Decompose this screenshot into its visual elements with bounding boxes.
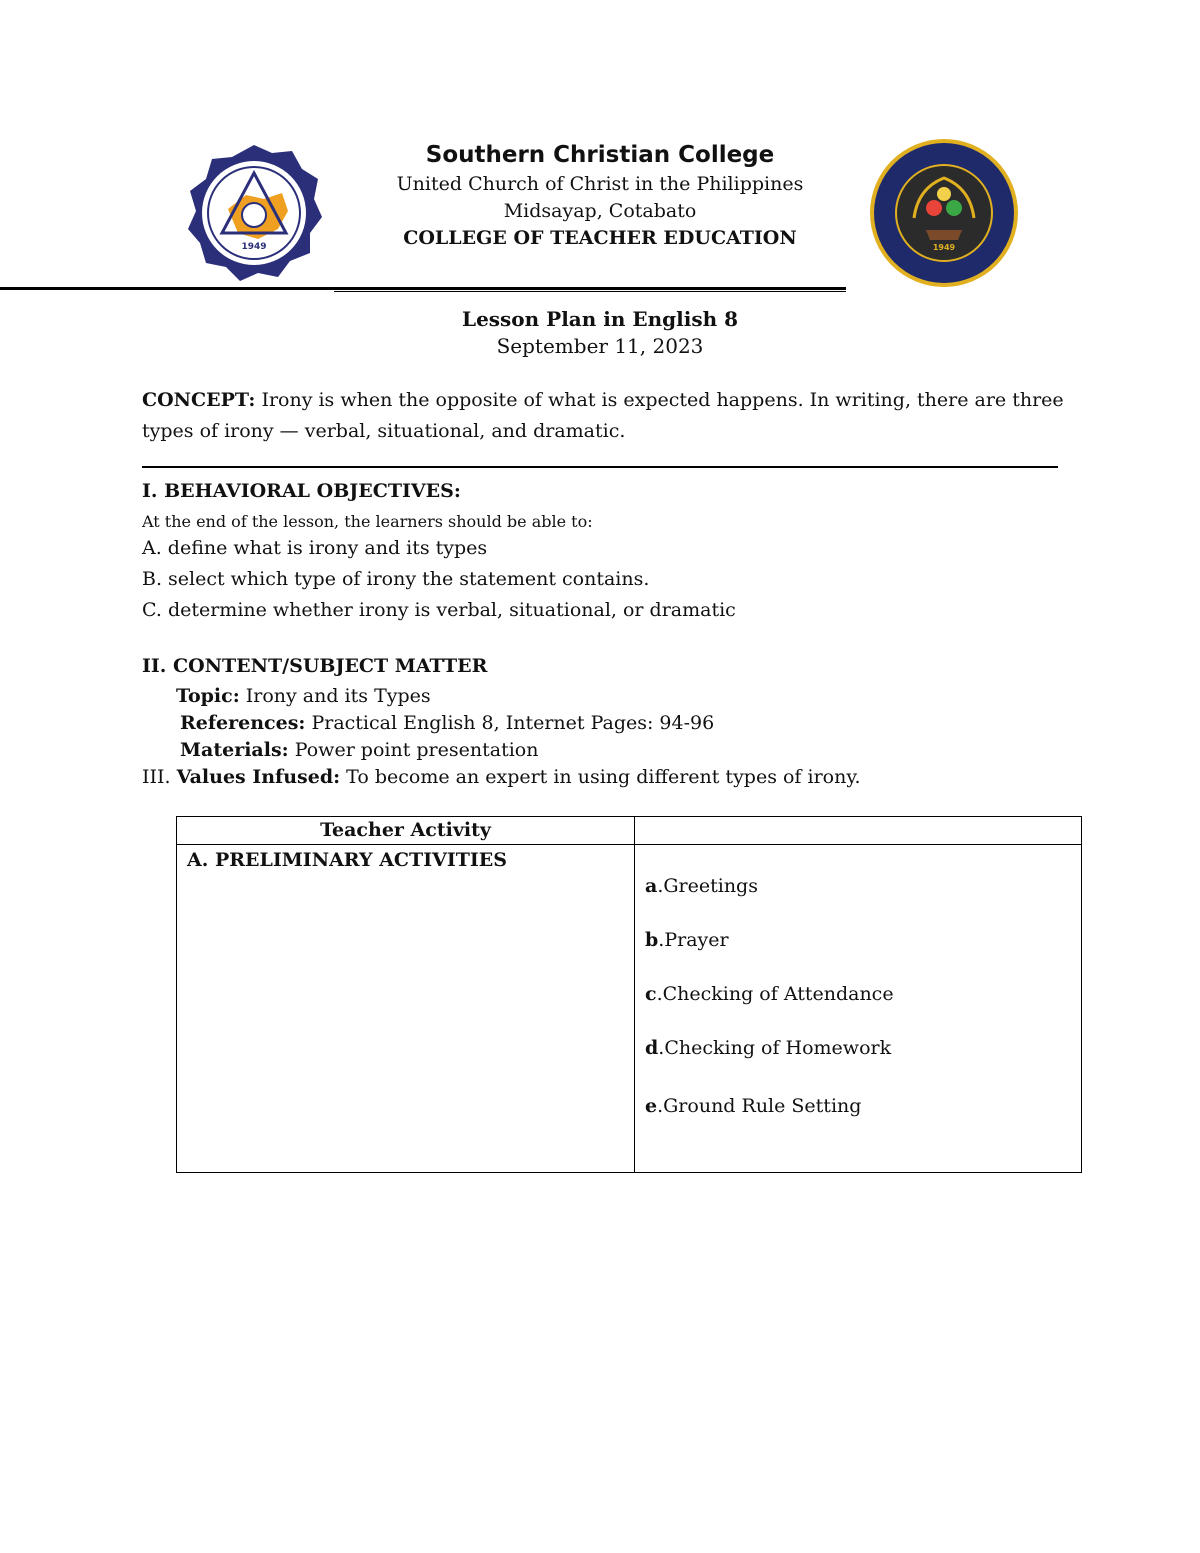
- teacher-activity-header: Teacher Activity: [177, 817, 635, 845]
- values-value: To become an expert in using different types of irony.: [340, 766, 861, 788]
- lesson-date: September 11, 2023: [496, 334, 704, 358]
- references-line: [180, 710, 714, 737]
- college-name: Southern Christian College: [425, 142, 775, 168]
- header-rule-thin: [334, 291, 846, 292]
- location: Midsayap, Cotabato: [503, 200, 697, 222]
- objective-item: A. define what is irony and its types: [142, 537, 488, 559]
- content-heading: II. CONTENT/SUBJECT MATTER: [142, 655, 488, 677]
- section-divider: [142, 466, 1058, 468]
- lesson-title: Lesson Plan in English 8: [462, 307, 738, 331]
- second-column-header: [635, 817, 1082, 845]
- topic-label: Topic:: [176, 685, 240, 707]
- objective-item: C. determine whether irony is verbal, situational, or dramatic: [142, 599, 736, 621]
- affiliation: United Church of Christ in the Philippines: [396, 173, 804, 195]
- topic-line: [176, 683, 431, 710]
- concept-text-1: Irony is when the opposite of what is expected happens. In writing, there are three: [255, 389, 1064, 411]
- concept-label: CONCEPT:: [142, 389, 256, 411]
- preliminary-items-cell: [635, 845, 1082, 1173]
- objective-item: B. select which type of irony the statement contains.: [142, 568, 650, 590]
- materials-line: [180, 737, 538, 764]
- department: COLLEGE OF TEACHER EDUCATION: [403, 227, 797, 249]
- cte-seal-icon: [868, 138, 1020, 288]
- concept-paragraph: [142, 385, 1072, 447]
- table-header-row: [177, 817, 1082, 845]
- svg-text:1949: 1949: [932, 243, 956, 252]
- values-prefix: III.: [142, 766, 177, 788]
- values-line: [142, 764, 861, 791]
- table-row: [177, 845, 1082, 1173]
- materials-label: Materials:: [180, 739, 289, 761]
- references-value: Practical English 8, Internet Pages: 94-96: [305, 712, 715, 734]
- objectives-intro: At the end of the lesson, the learners should be able to:: [142, 512, 593, 531]
- list-item: c.Checking of Attendance: [645, 983, 894, 1005]
- objectives-heading: I. BEHAVIORAL OBJECTIVES:: [142, 480, 461, 502]
- topic-value: Irony and its Types: [239, 685, 431, 707]
- list-item: a.Greetings: [645, 875, 758, 897]
- activity-table: [176, 816, 1082, 1173]
- scc-seal-icon: [184, 143, 324, 283]
- preliminary-activities-cell: A. PRELIMINARY ACTIVITIES: [177, 845, 635, 1173]
- list-item: e.Ground Rule Setting: [645, 1095, 862, 1117]
- list-item: d.Checking of Homework: [645, 1037, 892, 1059]
- materials-value: Power point presentation: [288, 739, 539, 761]
- references-label: References:: [180, 712, 306, 734]
- list-item: b.Prayer: [645, 929, 729, 951]
- concept-text-2: types of irony — verbal, situational, and dramatic.: [142, 420, 626, 442]
- svg-text:1949: 1949: [241, 242, 267, 252]
- header-rule: [0, 287, 846, 290]
- objectives-list: [142, 533, 736, 626]
- values-label: Values Infused:: [176, 766, 341, 788]
